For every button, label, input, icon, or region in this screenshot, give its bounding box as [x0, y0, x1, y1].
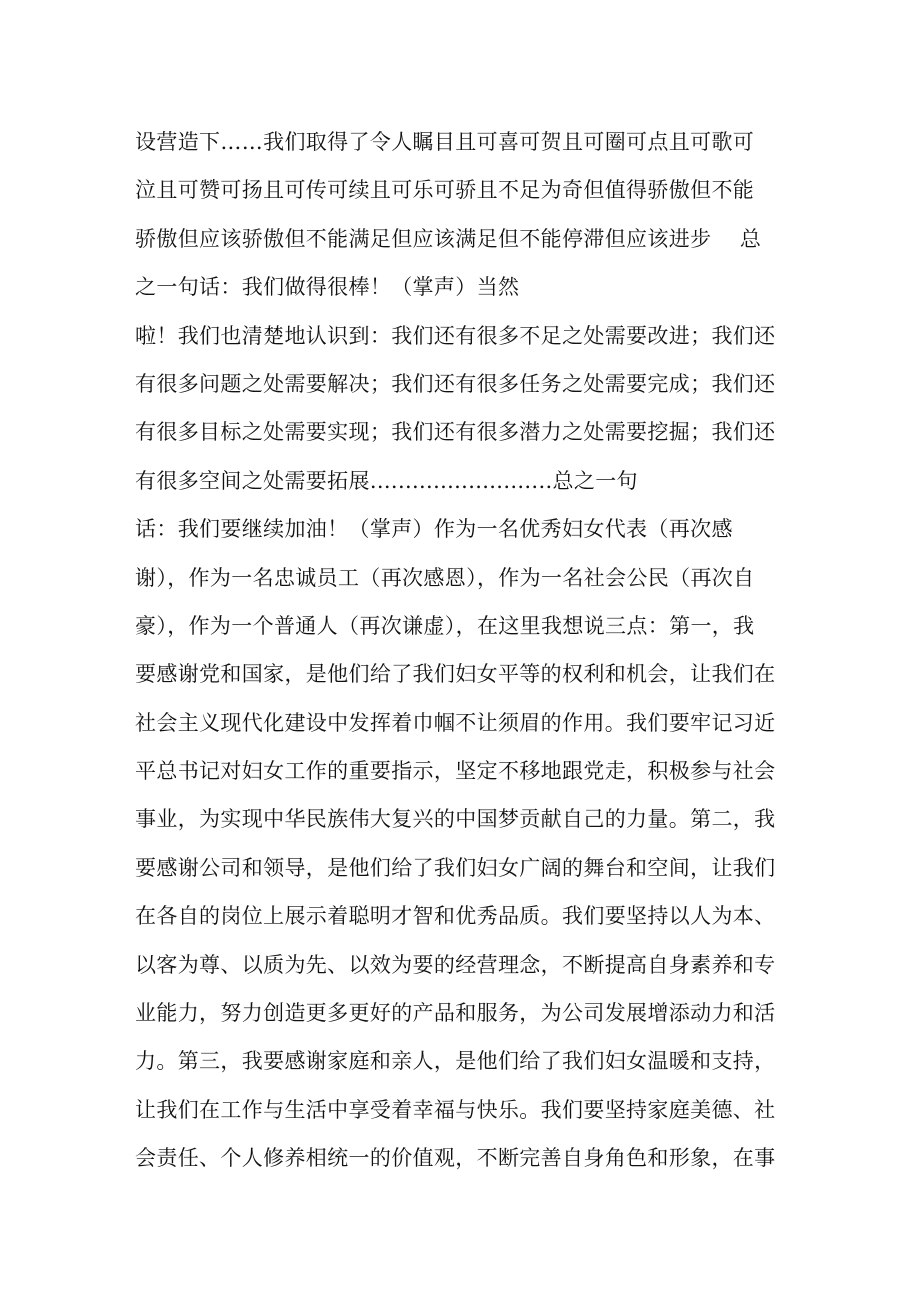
- text-line: 话：我们要继续加油！（掌声）作为一名优秀妇女代表（再次感: [135, 517, 733, 542]
- text-line: 有很多问题之处需要解决；我们还有很多任务之处需要完成；我们还: [135, 371, 776, 396]
- text-line: 之一句话：我们做得很棒！（掌声）当然: [135, 275, 520, 300]
- speech-text-body: [135, 118, 795, 1183]
- text-line: 让我们在工作与生活中享受着幸福与快乐。我们要坚持家庭美德、社: [135, 1097, 776, 1122]
- text-line: 以客为尊、以质为先、以效为要的经营理念，不断提高自身素养和专: [135, 952, 776, 977]
- text-line: 泣且可赞可扬且可传可续且可乐可骄且不足为奇但值得骄傲但不能: [135, 178, 755, 203]
- text-line: 业能力，努力创造更多更好的产品和服务，为公司发展增添动力和活: [135, 1001, 776, 1026]
- text-line: 啦！我们也清楚地认识到：我们还有很多不足之处需要改进；我们还: [135, 323, 776, 348]
- text-line: 事业，为实现中华民族伟大复兴的中国梦贡献自己的力量。第二，我: [135, 807, 776, 832]
- text-line: 力。第三，我要感谢家庭和亲人，是他们给了我们妇女温暖和支持，: [135, 1049, 776, 1074]
- text-line: 谢），作为一名忠诚员工（再次感恩），作为一名社会公民（再次自: [135, 565, 755, 590]
- text-line: 社会主义现代化建设中发挥着巾帼不让须眉的作用。我们要牢记习近: [135, 710, 776, 735]
- text-line: 有很多目标之处需要实现；我们还有很多潜力之处需要挖掘；我们还: [135, 420, 776, 445]
- text-line: 有很多空间之处需要拓展..........................总之一句: [135, 468, 638, 493]
- text-line: 设营造下……我们取得了令人瞩目且可喜可贺且可圈可点且可歌可: [135, 130, 755, 154]
- text-line: 骄傲但应该骄傲但不能满足但应该满足但不能停滞但应该进步 总: [135, 226, 762, 251]
- text-line: 会责任、个人修养相统一的价值观，不断完善自身角色和形象，在事: [135, 1146, 776, 1171]
- text-line: 平总书记对妇女工作的重要指示，坚定不移地跟党走，积极参与社会: [135, 759, 776, 784]
- text-line: 要感谢党和国家，是他们给了我们妇女平等的权利和机会，让我们在: [135, 662, 776, 687]
- text-line: 在各自的岗位上展示着聪明才智和优秀品质。我们要坚持以人为本、: [135, 904, 776, 929]
- text-line: 豪），作为一个普通人（再次谦虚），在这里我想说三点：第一，我: [135, 613, 755, 638]
- text-line: 要感谢公司和领导，是他们给了我们妇女广阔的舞台和空间，让我们: [135, 855, 776, 880]
